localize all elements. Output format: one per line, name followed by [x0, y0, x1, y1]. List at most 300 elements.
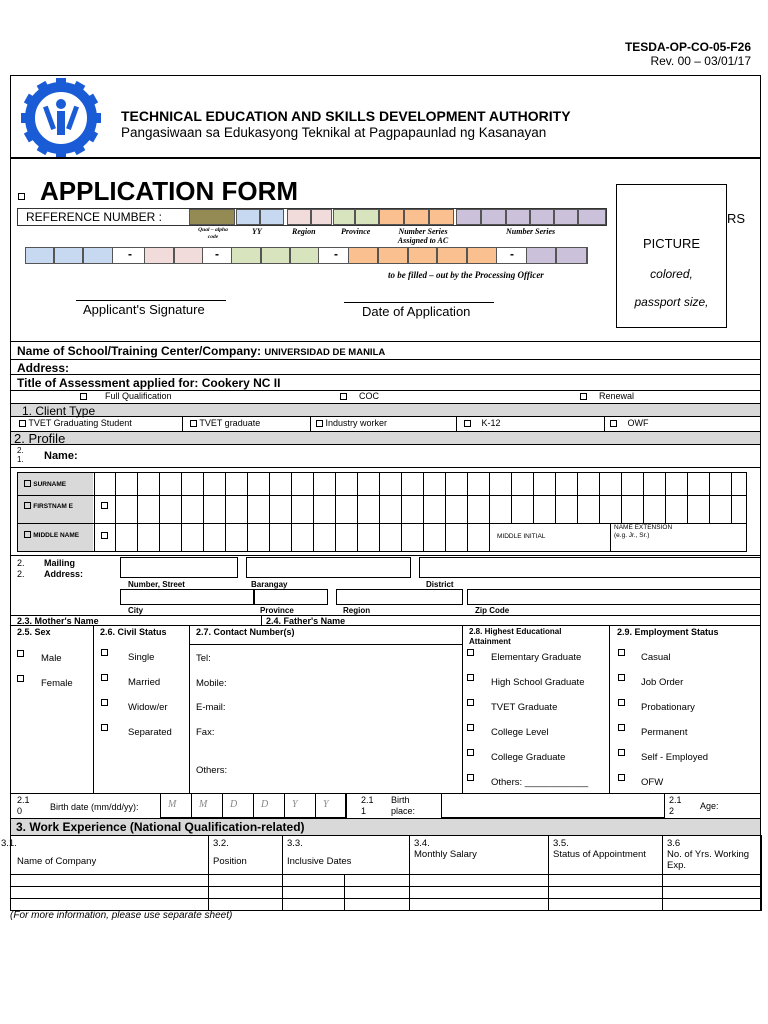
work-row-cell[interactable] [282, 898, 345, 911]
name-cell[interactable] [247, 472, 270, 496]
name-cell[interactable] [115, 472, 138, 496]
name-cell[interactable] [423, 523, 446, 552]
name-cell[interactable] [577, 495, 600, 524]
sex-divider [93, 625, 94, 793]
assess-coc[interactable] [340, 391, 379, 401]
name-cell[interactable] [511, 495, 534, 524]
education-option-3: College Level [491, 727, 549, 738]
client-k12[interactable] [464, 418, 501, 428]
employment-checkbox-2[interactable] [618, 699, 625, 706]
divider-details [10, 625, 761, 626]
checkbox-icon[interactable] [24, 480, 31, 487]
name-cell[interactable] [599, 472, 622, 496]
ref-code-box-3[interactable] [287, 209, 311, 225]
form-code: TESDA-OP-CO-05-F26 [624, 40, 751, 54]
tesda-logo-icon [17, 78, 105, 158]
work-row-cell[interactable] [662, 898, 762, 911]
ref-code-box-11[interactable] [481, 209, 506, 225]
name-cell[interactable] [489, 495, 512, 524]
middle-initial-label: MIDDLE INITIAL [497, 533, 546, 540]
ref-number-box-13[interactable] [526, 247, 556, 264]
barangay-label: Barangay [251, 580, 288, 589]
ref-code-box-10[interactable] [456, 209, 481, 225]
name-cell[interactable] [335, 472, 358, 496]
employment-checkbox-5[interactable] [618, 774, 625, 781]
name-cell[interactable] [643, 495, 666, 524]
name-cell[interactable] [687, 472, 710, 496]
firstname-row-label [24, 501, 92, 511]
name-cell[interactable] [445, 495, 468, 524]
name-cell[interactable] [137, 495, 160, 524]
name-cell[interactable] [159, 472, 182, 496]
zip-label: Zip Code [475, 606, 510, 615]
age-number: 2.1 2 [669, 795, 682, 816]
birth-place-field[interactable] [441, 793, 665, 818]
name-cell[interactable] [94, 472, 116, 496]
picture-title: PICTURE [642, 236, 701, 251]
assess-renewal[interactable] [580, 391, 634, 401]
ref-code-box-5[interactable] [333, 209, 355, 225]
profile-header [11, 432, 760, 444]
ref-code-box-1[interactable] [236, 209, 260, 225]
education-divider [609, 625, 610, 793]
employment-option-0: Casual [641, 652, 671, 663]
sex-checkbox-0[interactable] [17, 650, 24, 657]
ref-number-box-0[interactable] [25, 247, 54, 264]
birth-date-cell-3[interactable] [253, 793, 285, 818]
parents-divider [261, 615, 262, 625]
employment-option-1: Job Order [641, 677, 684, 688]
name-cell[interactable] [379, 523, 402, 552]
name-cell[interactable] [643, 472, 666, 496]
assess-renewal-label: Renewal [599, 391, 635, 401]
name-cell[interactable] [665, 472, 688, 496]
name-cell[interactable] [709, 472, 732, 496]
name-cell[interactable] [357, 495, 380, 524]
city-label: City [128, 606, 144, 615]
civil-checkbox-0[interactable] [101, 649, 108, 656]
name-cell[interactable] [203, 495, 226, 524]
divider-assessment [10, 374, 761, 375]
checkbox-icon[interactable] [464, 420, 471, 427]
contact-field-0[interactable]: Tel: [196, 653, 211, 664]
caption-region: Region [292, 227, 316, 236]
zip-field[interactable] [467, 589, 761, 605]
education-title-text: 2.8. Highest Educational Attainment [469, 627, 562, 646]
surname-label: SURNAME [33, 481, 67, 488]
region-field[interactable] [336, 589, 463, 605]
contact-title-text: 2.7. Contact Number(s) [196, 627, 295, 637]
work-col-number-3: 3.4. [414, 838, 430, 849]
title-checkbox[interactable] [18, 193, 25, 200]
employment-option-2: Probationary [641, 702, 695, 713]
header-divider [10, 157, 761, 159]
education-option-4: College Graduate [491, 752, 566, 763]
work-col-number-5: 3.6 [667, 838, 681, 849]
sex-title [17, 627, 51, 637]
name-cell[interactable] [445, 472, 468, 496]
reference-number-label: REFERENCE NUMBER : [26, 210, 163, 224]
name-cell[interactable] [687, 495, 710, 524]
name-cell[interactable] [335, 523, 358, 552]
age-label: Age: [700, 801, 719, 811]
employment-checkbox-1[interactable] [618, 674, 625, 681]
surname-row-label [24, 479, 66, 488]
name-cell[interactable] [599, 495, 622, 524]
name-cell[interactable] [269, 523, 292, 552]
name-cell[interactable] [555, 495, 578, 524]
name-cell[interactable] [357, 472, 380, 496]
name-cell[interactable] [313, 472, 336, 496]
contact-field-3[interactable]: Fax: [196, 727, 215, 738]
work-col-label-1: Position [213, 856, 247, 867]
name-cell[interactable] [225, 523, 248, 552]
name-cell[interactable] [489, 472, 512, 496]
ref-code-box-9[interactable] [429, 209, 454, 225]
name-cell[interactable] [247, 523, 270, 552]
employment-option-3: Permanent [641, 727, 688, 738]
contact-divider [462, 625, 463, 793]
profile-title: 2. Profile [14, 431, 66, 446]
name-cell[interactable] [731, 495, 747, 524]
client-div-3 [456, 416, 457, 431]
address-label: Address: [17, 361, 70, 375]
ref-code-box-13[interactable] [530, 209, 554, 225]
work-header-cell-0 [10, 835, 209, 875]
birth-date-cell-5[interactable] [315, 793, 347, 818]
work-row-cell[interactable] [548, 898, 663, 911]
ref-code-box-14[interactable] [554, 209, 578, 225]
civil-checkbox-2[interactable] [101, 699, 108, 706]
ref-code-box-0[interactable] [189, 209, 235, 225]
client-div-1 [182, 416, 183, 431]
sex-title-text: 2.5. Sex [17, 627, 51, 637]
client-option-label: TVET graduate [199, 418, 261, 428]
name-cell[interactable] [533, 495, 556, 524]
name-cell[interactable] [137, 523, 160, 552]
work-col-label-3: Monthly Salary [414, 849, 477, 860]
education-checkbox-3[interactable] [467, 724, 474, 731]
checkbox-icon[interactable] [190, 420, 197, 427]
ref-number-box-5[interactable] [231, 247, 261, 264]
name-cell[interactable] [401, 495, 424, 524]
work-title: 3. Work Experience (National Qualification-related) [16, 820, 305, 834]
ref-number-box-1[interactable] [54, 247, 83, 264]
name-cell[interactable] [511, 472, 534, 496]
name-cell[interactable] [555, 472, 578, 496]
assessment-value[interactable]: Cookery NC II [201, 376, 281, 390]
ref-number-box-4[interactable] [174, 247, 203, 264]
name-cell[interactable] [445, 523, 468, 552]
processing-officer-note: to be filled – out by the Processing Officer [388, 270, 544, 280]
name-cell[interactable] [115, 495, 138, 524]
education-option-5: Others: ____________ [491, 777, 589, 788]
birth-place-label: Birth place: [391, 795, 416, 816]
education-option-1: High School Graduate [491, 677, 585, 688]
name-cell[interactable] [621, 472, 644, 496]
name-cell[interactable] [159, 523, 182, 552]
client-tvet-student[interactable] [19, 418, 132, 428]
client-tvet-graduate[interactable] [190, 418, 260, 428]
name-label-div [17, 523, 94, 524]
divider-name-grid [10, 467, 761, 468]
signature-line[interactable] [76, 300, 226, 301]
school-value[interactable]: UNIVERSIDAD DE MANILA [264, 347, 386, 358]
work-col-label-0: Name of Company [17, 856, 97, 867]
sex-checkbox-1[interactable] [17, 675, 24, 682]
name-cell[interactable] [357, 523, 380, 552]
work-col-number-2: 3.3. [287, 838, 303, 849]
ref-code-box-15[interactable] [578, 209, 606, 225]
birth-date-placeholder-3: D [261, 799, 269, 810]
mailing-label: Mailing Address: [44, 558, 84, 579]
civil-option-3: Separated [128, 727, 172, 738]
education-title [469, 627, 589, 647]
name-cell[interactable] [709, 495, 732, 524]
work-row-cell[interactable] [409, 898, 549, 911]
ref-code-box-7[interactable] [379, 209, 404, 225]
name-cell[interactable] [467, 523, 490, 552]
caption-series: Number Series [506, 227, 556, 236]
name-cell[interactable] [379, 495, 402, 524]
checkbox-icon[interactable] [80, 393, 87, 400]
name-cell[interactable] [203, 523, 226, 552]
name-label: Name: [44, 450, 78, 462]
employment-option-5: OFW [641, 777, 664, 788]
name-cell[interactable] [665, 495, 688, 524]
divider-name [10, 444, 761, 445]
name-cell[interactable] [291, 523, 314, 552]
birth-date-placeholder-5: Y [323, 799, 329, 810]
name-cell[interactable] [269, 472, 292, 496]
org-name: TECHNICAL EDUCATION AND SKILLS DEVELOPMENT AUTHORITY [121, 108, 571, 124]
name-cell[interactable] [335, 495, 358, 524]
contact-header-divider [189, 644, 462, 645]
client-type-title: 1. Client Type [22, 404, 96, 418]
street-field[interactable] [120, 557, 238, 578]
work-row-cell[interactable] [344, 898, 410, 911]
school-label-text: Name of School/Training Center/Company: [17, 344, 262, 358]
name-cell[interactable] [731, 472, 747, 496]
middlename-checkbox[interactable] [101, 532, 108, 539]
assessment-label [17, 376, 280, 390]
work-col-number-1: 3.2. [213, 838, 229, 849]
checkbox-icon[interactable] [24, 502, 31, 509]
civil-title [100, 627, 185, 637]
client-option-label: Industry worker [325, 418, 388, 428]
employment-checkbox-3[interactable] [618, 724, 625, 731]
client-option-label: TVET Graduating Student [28, 418, 132, 428]
birth-date-placeholder-0: M [168, 799, 177, 810]
divider-school [10, 341, 761, 342]
picture-colored: colored, [650, 267, 693, 281]
name-cell[interactable] [313, 523, 336, 552]
caption-province: Province [341, 227, 371, 236]
checkbox-icon[interactable] [340, 393, 347, 400]
ref-number-box-3[interactable] [144, 247, 174, 264]
contact-field-4[interactable]: Others: [196, 765, 228, 776]
date-line[interactable] [344, 302, 494, 303]
father-label-text: 2.4. Father's Name [266, 616, 346, 626]
name-cell[interactable] [467, 495, 490, 524]
ref-dash-2: - [334, 247, 338, 261]
education-checkbox-0[interactable] [467, 649, 474, 656]
ref-number-box-9[interactable] [378, 247, 408, 264]
name-cell[interactable] [247, 495, 270, 524]
education-checkbox-5[interactable] [467, 774, 474, 781]
ref-number-box-6[interactable] [261, 247, 290, 264]
firstname-checkbox[interactable] [101, 502, 108, 509]
client-owf[interactable] [610, 418, 649, 428]
name-cell[interactable] [225, 472, 248, 496]
civil-option-1: Married [128, 677, 161, 688]
work-col-number-0: 3.1. [1, 838, 17, 849]
name-cell[interactable] [291, 495, 314, 524]
ref-code-box-2[interactable] [260, 209, 284, 225]
civil-option-0: Single [128, 652, 155, 663]
checkbox-icon[interactable] [610, 420, 617, 427]
employment-title-text: 2.9. Employment Status [617, 627, 719, 637]
name-cell[interactable] [181, 472, 204, 496]
firstname-check-cell [94, 495, 116, 524]
ref-number-box-7[interactable] [290, 247, 319, 264]
name-cell[interactable] [181, 495, 204, 524]
rs-text: RS [727, 211, 746, 226]
civil-divider [189, 625, 190, 793]
picture-size: passport size, [634, 295, 709, 309]
client-div-2 [310, 416, 311, 431]
name-extension-label: NAME EXTENSION (e.g. Jr., Sr.) [614, 524, 673, 539]
client-industry-worker[interactable] [316, 418, 387, 428]
ref-code-box-6[interactable] [355, 209, 379, 225]
form-title: APPLICATION FORM [40, 176, 299, 206]
education-option-0: Elementary Graduate [491, 652, 582, 663]
city-field[interactable] [120, 589, 254, 605]
ref-number-box-12[interactable] [467, 247, 497, 264]
work-col-number-4: 3.5. [553, 838, 569, 849]
caption-series-ac: Number Series Assigned to AC [397, 227, 449, 245]
ref-code-box-8[interactable] [404, 209, 429, 225]
middlename-row-label [24, 530, 92, 540]
ref-number-box-14[interactable] [556, 247, 587, 264]
assess-full-label: Full Qualification [105, 391, 172, 401]
civil-option-2: Widow/er [128, 702, 168, 713]
name-cell[interactable] [225, 495, 248, 524]
birth-place-number: 2.1 1 [361, 795, 374, 816]
employment-option-4: Self - Employed [641, 752, 709, 763]
client-type-header [11, 404, 760, 416]
employment-title [617, 627, 719, 637]
org-subtitle: Pangasiwaan sa Edukasyong Teknikal at Pagpapaunlad ng Kasanayan [121, 125, 547, 140]
ref-dash-0: - [128, 247, 132, 261]
ref-dash-3: - [510, 247, 514, 261]
ref-number-box-2[interactable] [83, 247, 113, 264]
caption-qual: Qual – alpha code [198, 227, 228, 240]
name-cell[interactable] [181, 523, 204, 552]
employment-checkbox-0[interactable] [618, 649, 625, 656]
civil-checkbox-3[interactable] [101, 724, 108, 731]
signature-label: Applicant's Signature [83, 302, 205, 317]
divider-address [10, 359, 761, 360]
birth-date-cell-2[interactable] [222, 793, 254, 818]
barangay-field[interactable] [246, 557, 411, 578]
name-cell[interactable] [621, 495, 644, 524]
education-checkbox-1[interactable] [467, 674, 474, 681]
sex-option-1: Female [41, 678, 73, 689]
contact-title [196, 627, 295, 637]
assess-coc-label: COC [359, 391, 379, 401]
assessment-label-text: Title of Assessment applied for: [17, 376, 199, 390]
client-option-label: OWF [627, 418, 649, 428]
client-option-label: K-12 [481, 418, 501, 428]
assess-full-qualification[interactable] [80, 391, 172, 401]
divider-client-options [10, 416, 761, 417]
name-cell[interactable] [577, 472, 600, 496]
ref-code-box-4[interactable] [311, 209, 332, 225]
mother-label-text: 2.3. Mother's Name [17, 616, 99, 626]
birth-date-placeholder-2: D [230, 799, 238, 810]
checkbox-icon[interactable] [316, 420, 323, 427]
contact-field-2[interactable]: E-mail: [196, 702, 226, 713]
sex-option-0: Male [41, 653, 62, 664]
name-cell[interactable] [203, 472, 226, 496]
province-field[interactable] [254, 589, 328, 605]
name-cell[interactable] [379, 472, 402, 496]
ref-number-box-11[interactable] [437, 247, 467, 264]
name-cell[interactable] [269, 495, 292, 524]
work-col-label-2: Inclusive Dates [287, 856, 352, 867]
education-checkbox-4[interactable] [467, 749, 474, 756]
ref-dash-1: - [215, 247, 219, 261]
caption-yy: YY [252, 227, 262, 236]
checkbox-icon[interactable] [19, 420, 26, 427]
name-cell[interactable] [423, 472, 446, 496]
school-label [17, 344, 385, 358]
education-option-2: TVET Graduate [491, 702, 558, 713]
civil-checkbox-1[interactable] [101, 674, 108, 681]
ref-number-box-10[interactable] [408, 247, 437, 264]
client-div-4 [604, 416, 605, 431]
district-label: District [426, 580, 454, 589]
checkbox-icon[interactable] [580, 393, 587, 400]
name-cell[interactable] [401, 472, 424, 496]
province-label: Province [260, 606, 294, 615]
divider-client [10, 403, 761, 404]
ref-code-box-12[interactable] [506, 209, 530, 225]
name-cell[interactable] [401, 523, 424, 552]
birth-date-number: 2.1 0 [17, 795, 30, 816]
district-field[interactable] [419, 557, 761, 578]
name-cell[interactable] [159, 495, 182, 524]
education-checkbox-2[interactable] [467, 699, 474, 706]
name-cell[interactable] [291, 472, 314, 496]
name-label-div [17, 495, 94, 496]
employment-checkbox-4[interactable] [618, 749, 625, 756]
middlename-label: MIDDLE NAME [33, 532, 80, 539]
birth-date-cell-4[interactable] [284, 793, 316, 818]
name-cell[interactable] [115, 523, 138, 552]
checkbox-icon[interactable] [24, 531, 31, 538]
birth-date-label: Birth date (mm/dd/yy): [50, 802, 139, 812]
ref-number-box-8[interactable] [348, 247, 378, 264]
name-cell[interactable] [467, 472, 490, 496]
name-cell[interactable] [533, 472, 556, 496]
name-cell[interactable] [313, 495, 336, 524]
work-col-label-5: No. of Yrs. Working Exp. [667, 849, 750, 871]
name-cell[interactable] [137, 472, 160, 496]
contact-field-1[interactable]: Mobile: [196, 678, 227, 689]
name-cell[interactable] [423, 495, 446, 524]
